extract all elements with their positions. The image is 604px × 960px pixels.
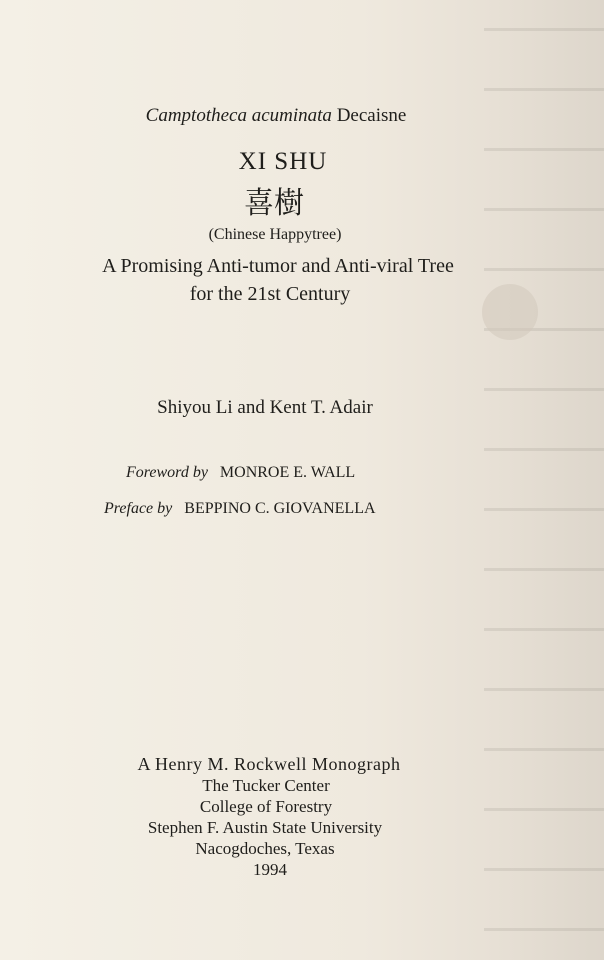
chinese-title: 喜樹 bbox=[244, 186, 304, 221]
subtitle-line-2: for the 21st Century bbox=[189, 283, 351, 305]
publisher-city: Nacogdoches, Texas bbox=[195, 839, 335, 858]
publication-year: 1994 bbox=[253, 860, 287, 879]
book-title: XI SHU bbox=[238, 148, 328, 175]
foreword-label: Foreword by bbox=[126, 464, 208, 481]
monograph-series: A Henry M. Rockwell Monograph bbox=[137, 754, 401, 774]
english-title: (Chinese Happytree) bbox=[208, 226, 342, 243]
foreword-credit bbox=[126, 464, 355, 482]
preface-name: BEPPINO C. GIOVANELLA bbox=[184, 500, 376, 517]
authors: Shiyou Li and Kent T. Adair bbox=[157, 397, 373, 418]
subtitle-line-1: A Promising Anti-tumor and Anti-viral Tree bbox=[102, 255, 454, 277]
species-author: Decaisne bbox=[336, 105, 407, 126]
foreword-name: MONROE E. WALL bbox=[219, 464, 356, 481]
species-name: Camptotheca acuminata bbox=[145, 105, 332, 126]
species-line bbox=[0, 105, 552, 127]
publisher-college: College of Forestry bbox=[199, 797, 333, 816]
publisher-university: Stephen F. Austin State University bbox=[147, 818, 383, 837]
preface-credit bbox=[104, 500, 376, 518]
publisher-center: The Tucker Center bbox=[202, 776, 330, 795]
preface-label: Preface by bbox=[104, 500, 173, 517]
